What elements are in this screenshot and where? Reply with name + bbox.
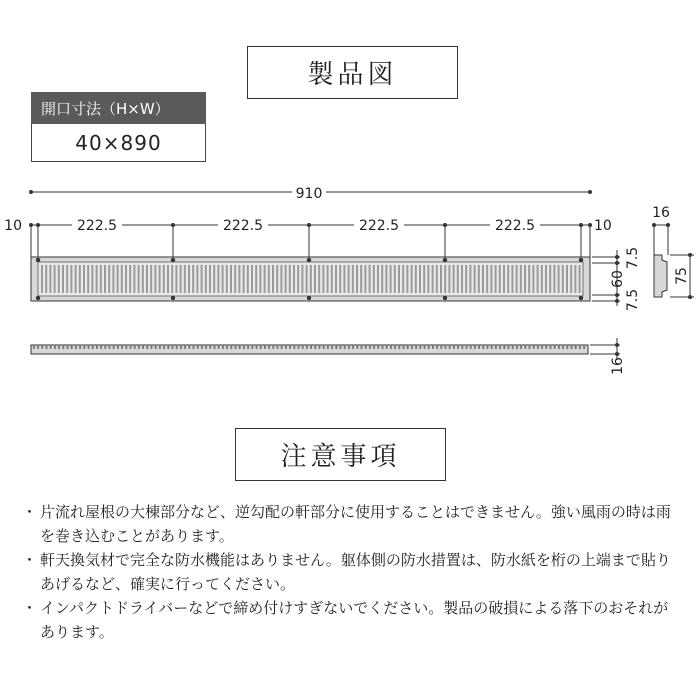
vent-slat [259, 265, 261, 293]
profile-tooth [428, 345, 430, 349]
profile-tooth [62, 345, 64, 349]
profile-tooth [146, 345, 148, 349]
vent-slat [360, 265, 362, 293]
profile-tooth [88, 345, 90, 349]
vent-slat [91, 265, 93, 293]
profile-tooth [558, 345, 560, 349]
profile-tooth [537, 345, 539, 349]
vent-slat [436, 265, 438, 293]
profile-tooth [302, 345, 304, 349]
profile-tooth [394, 345, 396, 349]
profile-tooth [344, 345, 346, 349]
vent-slat [490, 265, 492, 293]
vent-slat [427, 265, 429, 293]
profile-tooth [407, 345, 409, 349]
profile-tooth [419, 345, 421, 349]
profile-tooth [54, 345, 56, 349]
vent-slat [87, 265, 89, 293]
profile-tooth [403, 345, 405, 349]
vent-slat [465, 265, 467, 293]
vent-slat [171, 265, 173, 293]
vent-slat [125, 265, 127, 293]
profile-tooth [369, 345, 371, 349]
profile-tooth [167, 345, 169, 349]
vent-slat [251, 265, 253, 293]
vent-slat [138, 265, 140, 293]
vent-slat [272, 265, 274, 293]
profile-tooth [205, 345, 207, 349]
vent-slat [402, 265, 404, 293]
section-profile [654, 255, 667, 297]
profile-tooth [251, 345, 253, 349]
profile-tooth [478, 345, 480, 349]
vent-slat [230, 265, 232, 293]
vent-slat [79, 265, 81, 293]
vent-slat [545, 265, 547, 293]
profile-tooth [289, 345, 291, 349]
vent-slat [196, 265, 198, 293]
vent-slat [558, 265, 560, 293]
vent-slat [75, 265, 77, 293]
vent-slat [385, 265, 387, 293]
profile-tooth [193, 345, 195, 349]
vent-slat [419, 265, 421, 293]
profile-tooth [138, 345, 140, 349]
profile-tooth [121, 345, 123, 349]
profile-tooth [264, 345, 266, 349]
vent-slat [154, 265, 156, 293]
profile-tooth [331, 345, 333, 349]
profile-tooth [243, 345, 245, 349]
profile-tooth [566, 345, 568, 349]
profile-tooth [457, 345, 459, 349]
profile-tooth [172, 345, 174, 349]
segment-label: 222.5 [494, 218, 536, 234]
profile-tooth [201, 345, 203, 349]
vent-slat [339, 265, 341, 293]
vent-slat [306, 265, 308, 293]
profile-tooth [33, 345, 35, 349]
profile-tooth [533, 345, 535, 349]
profile-thickness-label: 16 [610, 357, 626, 375]
vent-slat [348, 265, 350, 293]
profile-tooth [575, 345, 577, 349]
vent-slat [184, 265, 186, 293]
vent-slat [369, 265, 371, 293]
vent-slat [280, 265, 282, 293]
profile-tooth [58, 345, 60, 349]
profile-tooth [386, 345, 388, 349]
vent-slat [453, 265, 455, 293]
profile-tooth [71, 345, 73, 349]
profile-tooth [579, 345, 581, 349]
vent-slat [469, 265, 471, 293]
vent-slat [503, 265, 505, 293]
vent-slat [146, 265, 148, 293]
vent-slat [293, 265, 295, 293]
profile-tooth [130, 345, 132, 349]
vent-slat [528, 265, 530, 293]
profile-tooth [100, 345, 102, 349]
vent-slat [507, 265, 509, 293]
vent-slat [398, 265, 400, 293]
profile-tooth [247, 345, 249, 349]
vent-slat [394, 265, 396, 293]
profile-tooth [340, 345, 342, 349]
profile-tooth [440, 345, 442, 349]
profile-tooth [529, 345, 531, 349]
profile-tooth [562, 345, 564, 349]
vent-slat [570, 265, 572, 293]
vent-slat [495, 265, 497, 293]
profile-tooth [256, 345, 258, 349]
vent-slat [297, 265, 299, 293]
profile-tooth [436, 345, 438, 349]
profile-tooth [352, 345, 354, 349]
vent-slat [511, 265, 513, 293]
note-bullet: ・ [22, 551, 38, 569]
profile-tooth [46, 345, 48, 349]
vent-slat [486, 265, 488, 293]
vent-slat [54, 265, 56, 293]
profile-tooth [314, 345, 316, 349]
vent-slat [411, 265, 413, 293]
product-drawing-title: 製品図 [247, 46, 458, 99]
profile-tooth [79, 345, 81, 349]
vent-slat [70, 265, 72, 293]
profile-tooth [67, 345, 69, 349]
profile-tooth [327, 345, 329, 349]
profile-tooth [583, 345, 585, 349]
section-height-label: 75 [674, 267, 690, 285]
overall-width-label: 910 [295, 186, 323, 202]
vent-slat [226, 265, 228, 293]
vent-slat [289, 265, 291, 293]
end-left-label: 10 [4, 218, 22, 234]
section-thickness-label: 16 [652, 205, 670, 221]
profile-tooth [188, 345, 190, 349]
vent-slat [318, 265, 320, 293]
profile-tooth [373, 345, 375, 349]
vent-slat [255, 265, 257, 293]
vent-slat [331, 265, 333, 293]
vent-slat [49, 265, 51, 293]
vent-slat [301, 265, 303, 293]
profile-tooth [361, 345, 363, 349]
vent-slat [432, 265, 434, 293]
profile-tooth [449, 345, 451, 349]
vent-slat [180, 265, 182, 293]
profile-tooth [260, 345, 262, 349]
vent-slat [96, 265, 98, 293]
vent-slat [423, 265, 425, 293]
profile-tooth [550, 345, 552, 349]
vent-slat [579, 265, 581, 293]
profile-tooth [41, 345, 43, 349]
profile-tooth [104, 345, 106, 349]
vent-slat [356, 265, 358, 293]
vent-slat [364, 265, 366, 293]
profile-tooth [235, 345, 237, 349]
vent-slat [45, 265, 47, 293]
profile-tooth [348, 345, 350, 349]
profile-tooth [411, 345, 413, 349]
profile-tooth [293, 345, 295, 349]
vent-slat [222, 265, 224, 293]
vent-slat [457, 265, 459, 293]
profile-tooth [398, 345, 400, 349]
vent-slat [499, 265, 501, 293]
edge-top-label: 7.5 [625, 246, 641, 270]
vent-slat [327, 265, 329, 293]
note-text: 片流れ屋根の大棟部分など、逆勾配の軒部分に使用することはできません。強い風雨の時は雨を巻き込むことがあります。 [40, 503, 671, 545]
profile-tooth [142, 345, 144, 349]
vent-slat [335, 265, 337, 293]
profile-tooth [545, 345, 547, 349]
note-item [22, 548, 682, 596]
vent-slat [537, 265, 539, 293]
note-bullet: ・ [22, 503, 38, 521]
profile-tooth [461, 345, 463, 349]
vent-slat [133, 265, 135, 293]
vent-slat [66, 265, 68, 293]
vent-slat [217, 265, 219, 293]
vent-slat [377, 265, 379, 293]
profile-tooth [415, 345, 417, 349]
profile-tooth [117, 345, 119, 349]
vent-slat [150, 265, 152, 293]
profile-tooth [125, 345, 127, 349]
vent-slat [343, 265, 345, 293]
profile-tooth [134, 345, 136, 349]
segment-label: 222.5 [222, 218, 264, 234]
profile-tooth [180, 345, 182, 349]
vent-slat [440, 265, 442, 293]
profile-tooth [495, 345, 497, 349]
profile-tooth [96, 345, 98, 349]
vent-slat [175, 265, 177, 293]
profile-tooth [310, 345, 312, 349]
profile-tooth [491, 345, 493, 349]
vent-slat [112, 265, 114, 293]
profile-tooth [541, 345, 543, 349]
vent-slat [159, 265, 161, 293]
vent-slat [167, 265, 169, 293]
profile-tooth [163, 345, 165, 349]
notes-title: 注意事項 [235, 428, 446, 481]
vent-slat [192, 265, 194, 293]
vent-slat [406, 265, 408, 293]
profile-tooth [470, 345, 472, 349]
profile-tooth [466, 345, 468, 349]
profile-tooth [554, 345, 556, 349]
vent-slat [264, 265, 266, 293]
profile-tooth [453, 345, 455, 349]
profile-tooth [382, 345, 384, 349]
note-bullet: ・ [22, 599, 38, 617]
vent-slat [104, 265, 106, 293]
vent-slat [390, 265, 392, 293]
profile-tooth [50, 345, 52, 349]
profile-tooth [197, 345, 199, 349]
vent-slat [243, 265, 245, 293]
vent-slat [373, 265, 375, 293]
vent-slat [142, 265, 144, 293]
vent-slat [234, 265, 236, 293]
vent-slat [314, 265, 316, 293]
opening-size-value: 40×890 [31, 124, 206, 162]
vent-slat [117, 265, 119, 293]
edge-bottom-label: 7.5 [625, 288, 641, 312]
note-text: インパクトドライバーなどで締め付けすぎないでください。製品の破損による落下のおそれがあります。 [40, 599, 669, 641]
vent-slat [415, 265, 417, 293]
vent-slat [574, 265, 576, 293]
profile-tooth [277, 345, 279, 349]
profile-tooth [335, 345, 337, 349]
profile-tooth [487, 345, 489, 349]
vent-slat [532, 265, 534, 293]
profile-tooth [230, 345, 232, 349]
vent-slat [352, 265, 354, 293]
end-right-label: 10 [594, 218, 612, 234]
vent-slat [444, 265, 446, 293]
profile-tooth [83, 345, 85, 349]
vent-slat [188, 265, 190, 293]
profile-tooth [474, 345, 476, 349]
vent-slat [276, 265, 278, 293]
vent-slat [310, 265, 312, 293]
vent-slat [461, 265, 463, 293]
profile-tooth [306, 345, 308, 349]
vent-slat [566, 265, 568, 293]
vent-slat [268, 265, 270, 293]
vent-slat [213, 265, 215, 293]
profile-tooth [209, 345, 211, 349]
note-item [22, 596, 682, 644]
profile-tooth [272, 345, 274, 349]
profile-tooth [75, 345, 77, 349]
profile-tooth [516, 345, 518, 349]
vent-slat [553, 265, 555, 293]
profile-tooth [159, 345, 161, 349]
vent-slat [549, 265, 551, 293]
profile-tooth [512, 345, 514, 349]
profile-tooth [432, 345, 434, 349]
vent-slat [163, 265, 165, 293]
profile-tooth [445, 345, 447, 349]
segment-label: 222.5 [76, 218, 118, 234]
profile-tooth [298, 345, 300, 349]
profile-tooth [184, 345, 186, 349]
vent-slat [238, 265, 240, 293]
profile-tooth [113, 345, 115, 349]
profile-tooth [239, 345, 241, 349]
profile-tooth [424, 345, 426, 349]
vent-slat [209, 265, 211, 293]
profile-tooth [482, 345, 484, 349]
vent-slat [448, 265, 450, 293]
vent-slat [474, 265, 476, 293]
vent-slat [205, 265, 207, 293]
vent-slat [482, 265, 484, 293]
vent-slat [516, 265, 518, 293]
profile-tooth [524, 345, 526, 349]
slot-height-label: 60 [610, 270, 626, 288]
vent-slat [62, 265, 64, 293]
vent-slats [41, 265, 581, 293]
profile-tooth [268, 345, 270, 349]
profile-tooth [503, 345, 505, 349]
profile-tooth [571, 345, 573, 349]
vent-slat [129, 265, 131, 293]
vent-slat [524, 265, 526, 293]
note-text: 軒天換気材で完全な防水機能はありません。躯体側の防水措置は、防水紙を桁の上端まで貼りあげるなど、確実に行ってください。 [40, 551, 671, 593]
note-item [22, 500, 682, 548]
vent-slat [562, 265, 564, 293]
profile-tooth [151, 345, 153, 349]
profile-tooth [323, 345, 325, 349]
profile-tooth [176, 345, 178, 349]
profile-tooth [285, 345, 287, 349]
profile-tooth [356, 345, 358, 349]
vent-slat [381, 265, 383, 293]
vent-slat [121, 265, 123, 293]
vent-slat [247, 265, 249, 293]
notes-list [22, 500, 682, 644]
vent-slat [520, 265, 522, 293]
profile-tooth [508, 345, 510, 349]
vent-slat [201, 265, 203, 293]
vent-slat [541, 265, 543, 293]
vent-slat [108, 265, 110, 293]
profile-tooth [377, 345, 379, 349]
profile-tooth [222, 345, 224, 349]
vent-slat [100, 265, 102, 293]
profile-tooth [319, 345, 321, 349]
profile-tooth [109, 345, 111, 349]
vent-slat [478, 265, 480, 293]
profile-tooth [214, 345, 216, 349]
vent-slat [41, 265, 43, 293]
profile-tooth [218, 345, 220, 349]
profile-tooth [390, 345, 392, 349]
profile-tooth [226, 345, 228, 349]
vent-slat [285, 265, 287, 293]
vent-slat [322, 265, 324, 293]
profile-tooth [520, 345, 522, 349]
opening-size-label: 開口寸法（H×W） [31, 92, 206, 124]
profile-tooth [37, 345, 39, 349]
profile-tooth [365, 345, 367, 349]
vent-slat [83, 265, 85, 293]
profile-tooth [155, 345, 157, 349]
profile-tooth [281, 345, 283, 349]
profile-tooth [499, 345, 501, 349]
segment-label: 222.5 [358, 218, 400, 234]
profile-tooth [92, 345, 94, 349]
vent-slat [58, 265, 60, 293]
